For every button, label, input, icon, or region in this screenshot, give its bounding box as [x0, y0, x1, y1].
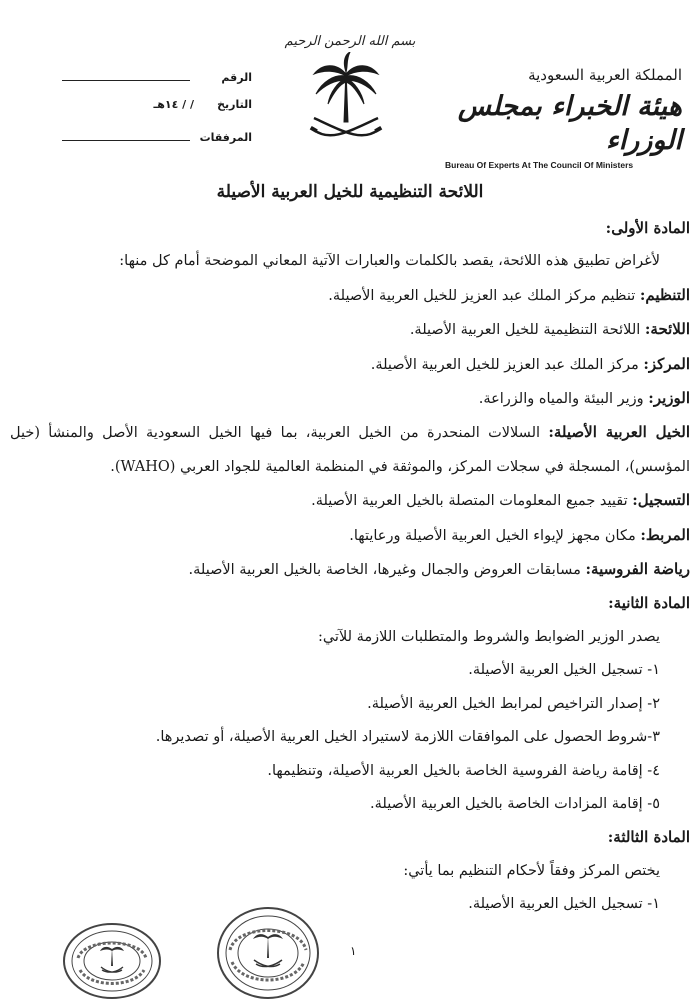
list-item: ٢- إصدار التراخيص لمرابط الخيل العربية الأصيلة. — [367, 695, 660, 712]
definition-term: التسجيل: — [632, 491, 690, 510]
definition-term: الوزير: — [648, 389, 690, 408]
definition-term: رياضة الفروسية: — [585, 560, 690, 579]
article-2-heading: المادة الثانية: — [608, 594, 690, 613]
article-3-intro: يختص المركز وفقاً لأحكام التنظيم بما يأتي: — [403, 862, 660, 879]
definition-term: الخيل العربية الأصيلة: — [548, 423, 690, 442]
definition-text: مكان مجهز لإيواء الخيل العربية الأصيلة ورعايتها. — [349, 527, 641, 544]
document-title: اللائحة التنظيمية للخيل العربية الأصيلة — [216, 182, 484, 202]
list-item: ٣-شروط الحصول على الموافقات اللازمة لاستيراد الخيل العربية الأصيلة، أو تصديرها. — [155, 729, 660, 746]
definition-text: مسابقات العروض والجمال وغيرها، الخاصة بالخيل العربية الأصيلة. — [188, 562, 586, 579]
definition-item — [10, 484, 690, 518]
definition-item — [10, 416, 690, 484]
page-number: ١ — [350, 944, 357, 958]
definition-term: المركز: — [643, 354, 690, 373]
definition-term: المربط: — [640, 525, 690, 544]
attachments-row — [22, 128, 252, 158]
attachments-blank-line — [62, 128, 190, 141]
attachments-label: المرفقات — [199, 131, 252, 144]
definition-item — [10, 279, 690, 313]
list-item: ١- تسجيل الخيل العربية الأصيلة. — [468, 662, 660, 679]
article-3-heading: المادة الثالثة: — [607, 828, 690, 847]
bureau-name-arabic: هيئة الخبراء بمجلس الوزراء — [457, 91, 682, 156]
definition-text: تنظيم مركز الملك عبد العزيز للخيل العربية الأصيلة. — [328, 287, 640, 304]
definition-text: السلالات المنحدرة من الخيل العربية، بما فيها الخيل السعودية الأصل والمنشأ (خيل المؤسس)، المسجلة في سجلات المركز، والموثقة في المنظمة العالمية للجواد العربي (WAHO). — [10, 425, 690, 475]
number-row — [22, 68, 252, 98]
definition-item — [10, 313, 690, 347]
article-2-intro: يصدر الوزير الضوابط والشروط والمتطلبات اللازمة للآتي: — [317, 628, 660, 645]
number-label: الرقم — [221, 71, 252, 84]
date-value: / / ١٤هـ — [153, 98, 194, 111]
definition-text: تقييد جميع المعلومات المتصلة بالخيل العربية الأصيلة. — [311, 493, 633, 510]
definition-item — [10, 519, 690, 553]
definition-term: التنظيم: — [639, 285, 690, 304]
kingdom-name: المملكة العربية السعودية — [528, 66, 682, 84]
article-1-intro: لأغراض تطبيق هذه اللائحة، يقصد بالكلمات والعبارات الآتية المعاني الموضحة أمام كل منها: — [119, 253, 660, 270]
official-stamp-bureau — [216, 906, 320, 1000]
official-stamp-kingdom — [62, 922, 162, 1000]
definition-term: اللائحة: — [644, 320, 690, 339]
bureau-name-english: Bureau Of Experts At The Council Of Ministers — [445, 160, 634, 170]
definition-text: اللائحة التنظيمية للخيل العربية الأصيلة. — [409, 322, 645, 339]
date-label: التاريخ — [217, 98, 252, 111]
definition-text: وزير البيئة والمياه والزراعة. — [478, 391, 649, 408]
organization-letterhead — [437, 66, 682, 170]
reference-block — [22, 68, 252, 158]
palm-swords-emblem-icon — [308, 52, 384, 152]
definition-item — [10, 348, 690, 382]
date-row — [22, 98, 252, 128]
list-item: ١- تسجيل الخيل العربية الأصيلة. — [468, 896, 660, 913]
number-blank-line — [62, 68, 190, 81]
article-1-heading: المادة الأولى: — [605, 219, 690, 237]
definition-text: مركز الملك عبد العزيز للخيل العربية الأصيلة. — [370, 356, 644, 373]
definition-item — [10, 553, 690, 587]
list-item: ٤- إقامة رياضة الفروسية الخاصة بالخيل العربية الأصيلة، وتنظيمها. — [267, 762, 660, 779]
list-item: ٥- إقامة المزادات الخاصة بالخيل العربية الأصيلة. — [370, 795, 660, 812]
document-body — [10, 212, 690, 922]
basmala: بسم الله الرحمن الرحيم — [284, 34, 416, 49]
definition-item — [10, 382, 690, 416]
